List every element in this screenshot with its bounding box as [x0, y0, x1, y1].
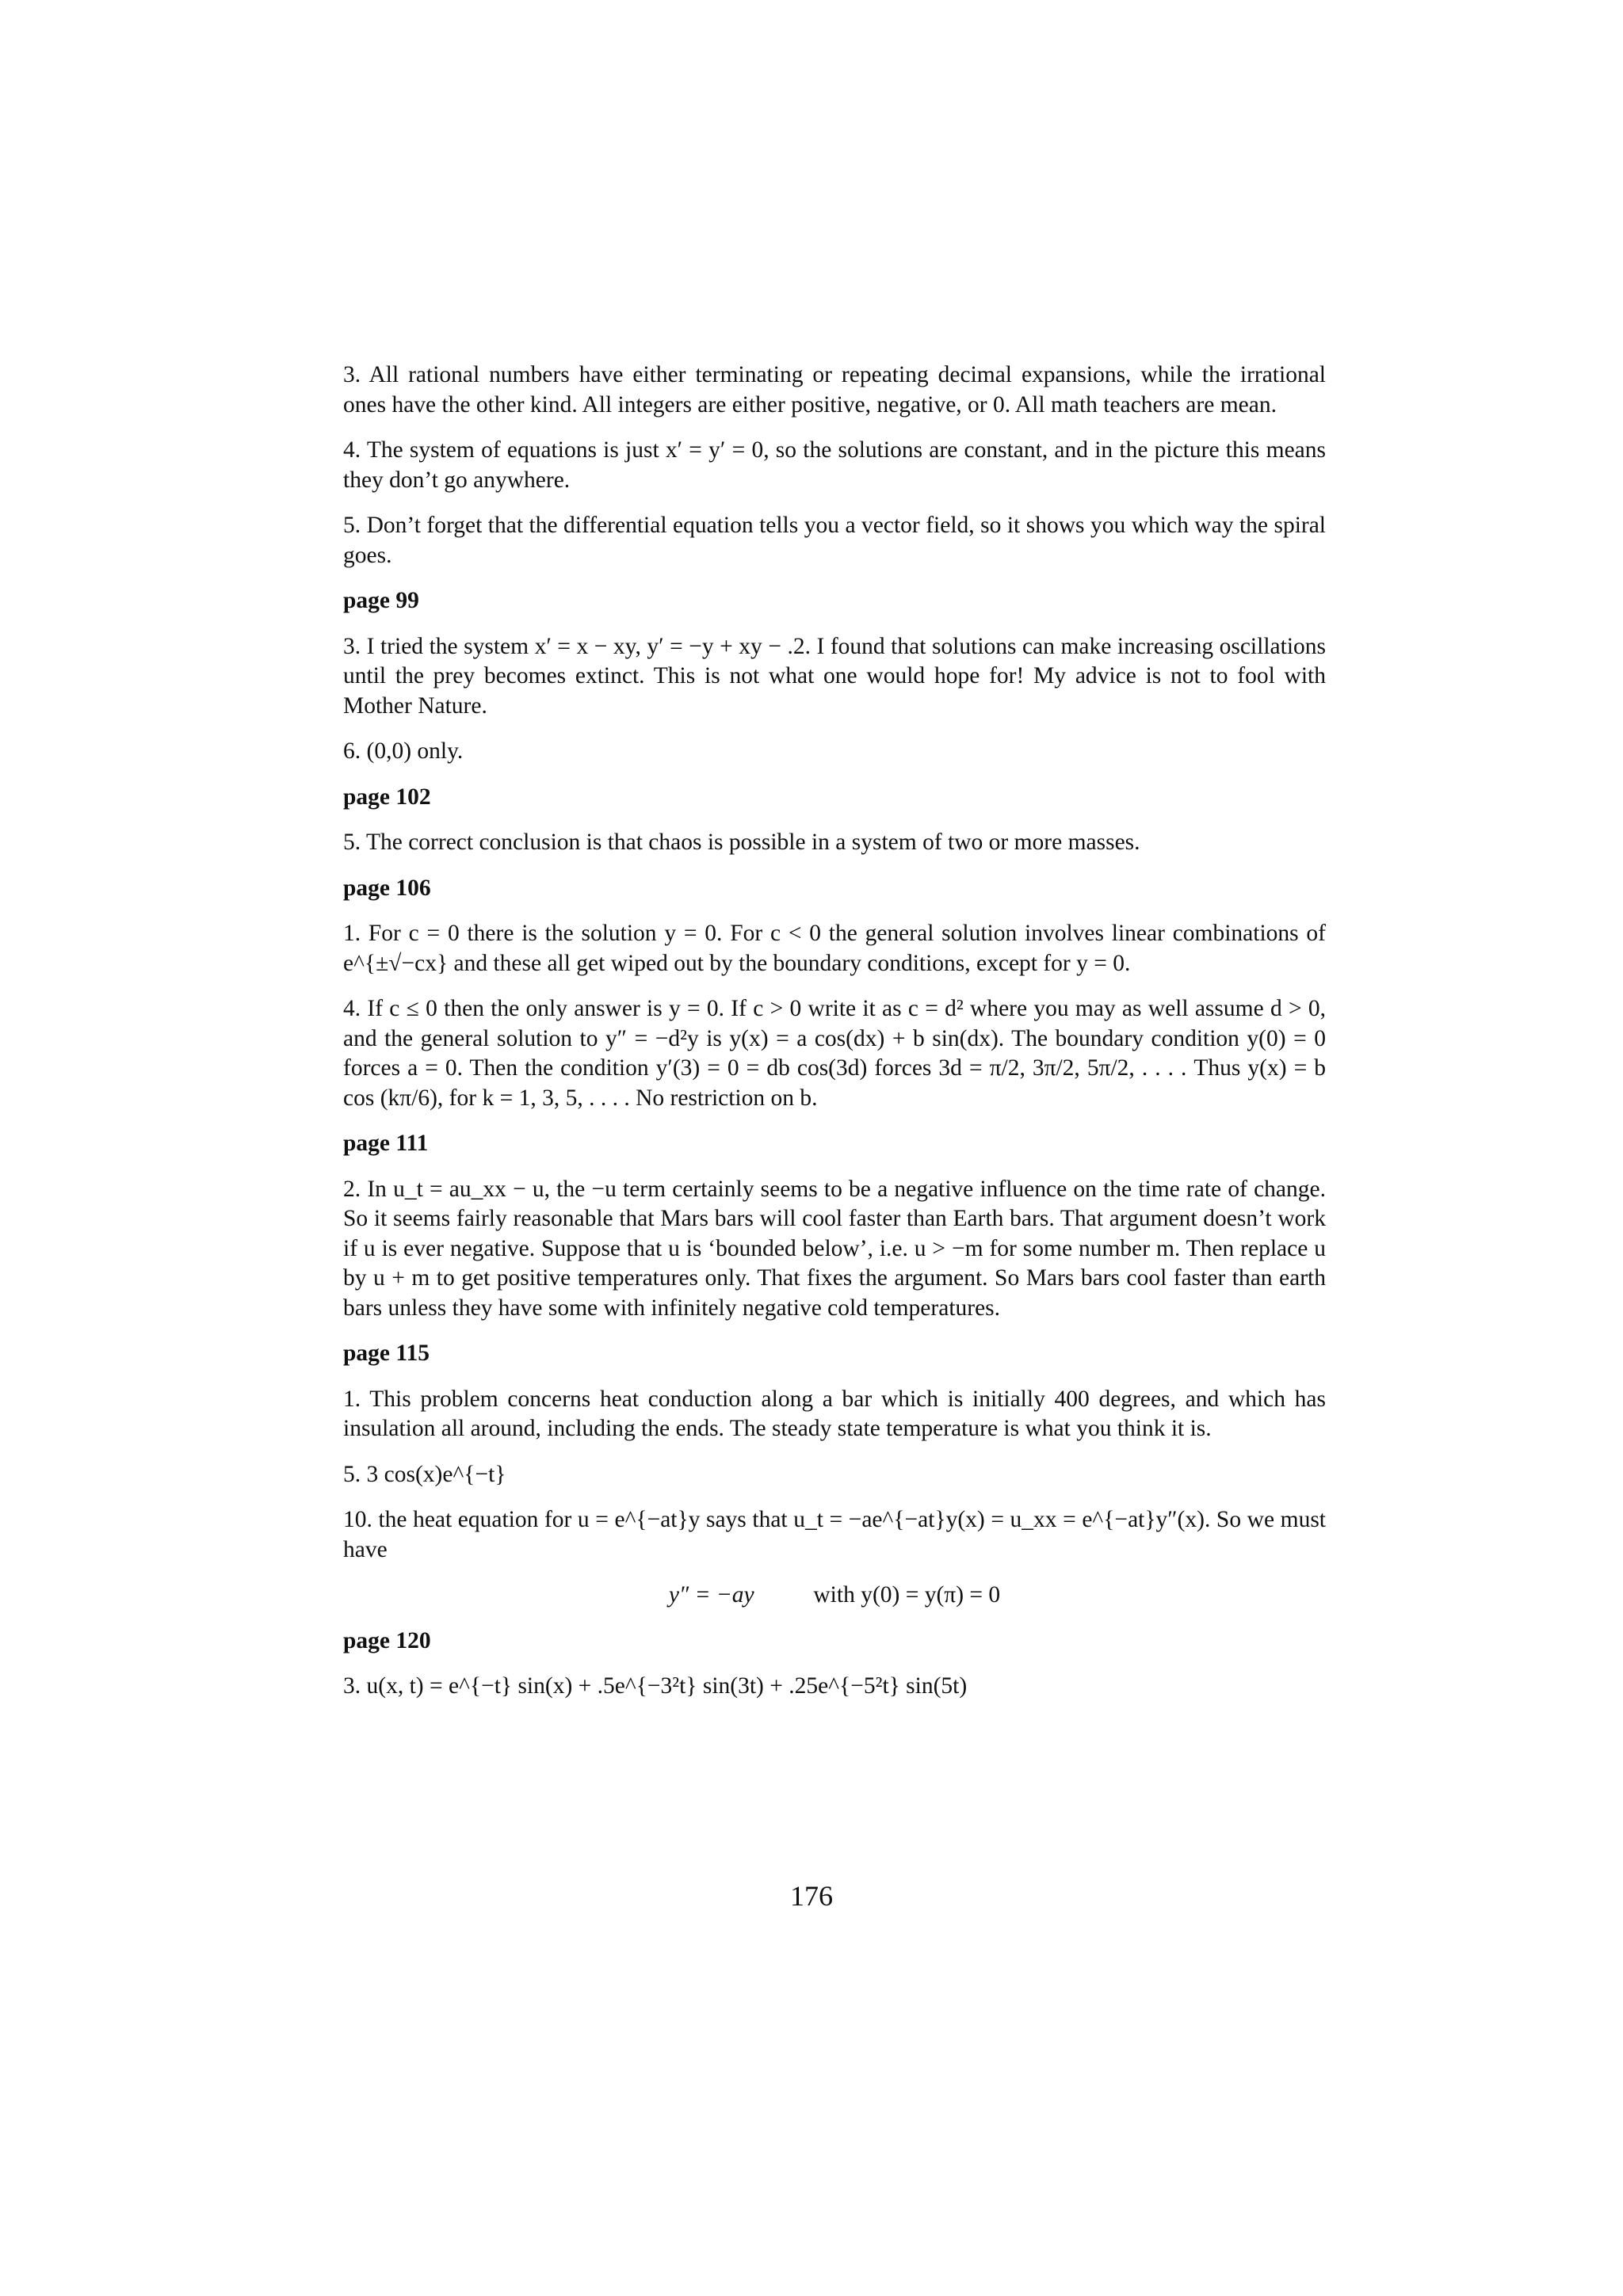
answer-5-solution: 5. 3 cos(x)e^{−t}: [343, 1461, 506, 1487]
answer-3-predator-prey: 3. I tried the system x′ = x − xy, y′ = −y + xy − .2. I found that solutions can make increasing oscillations until the prey becomes extinct. This is not what one would hope for! My advice is not to fool with Mother Nature.: [343, 633, 1326, 719]
answers-page-content: [343, 360, 1326, 1718]
answer-6-origin: 6. (0,0) only.: [343, 738, 464, 764]
heading-page-115: page 115: [343, 1341, 430, 1366]
heading-page-120: page 120: [343, 1627, 431, 1653]
answer-3-fourier-solution: 3. u(x, t) = e^{−t} sin(x) + .5e^{−3²t} sin(3t) + .25e^{−5²t} sin(5t): [343, 1673, 968, 1699]
answer-5-chaos: 5. The correct conclusion is that chaos is possible in a system of two or more masses.: [343, 830, 1140, 855]
answer-4-eigenvalue-problem: 4. If c ≤ 0 then the only answer is y = 0. If c > 0 write it as c = d² where you may as well assume d > 0, and the general solution to y″ = −d²y is y(x) = a cos(dx) + b sin(dx). The boundary condition y(0) = 0 forces a = 0. Then the condition y′(3) = 0 = db cos(3d) forces 3d = π/2, 3π/2, 5π/2, . . . . Thus y(x) = b cos (kπ/6), for k = 1, 3, 5, . . . . No restriction on b.: [343, 996, 1326, 1111]
equation-main: y″ = −ay: [668, 1582, 754, 1608]
answer-4-system-of-equations: 4. The system of equations is just x′ = y′ = 0, so the solutions are constant, and in the picture this means they don’t go anywhere.: [343, 437, 1326, 493]
heading-page-102: page 102: [343, 784, 431, 810]
answer-1-heat-conduction: 1. This problem concerns heat conduction along a bar which is initially 400 degrees, and which has insulation all around, including the ends. The steady state temperature is what you think it is.: [343, 1386, 1326, 1441]
page-number: 176: [790, 1880, 833, 1912]
answer-10-heat-equation: 10. the heat equation for u = e^{−at}y says that u_t = −ae^{−at}y(x) = u_xx = e^{−at}y″(x). So we must have: [343, 1507, 1326, 1562]
equation-condition: with y(0) = y(π) = 0: [813, 1582, 1001, 1608]
display-equation: [343, 1581, 1326, 1611]
heading-page-99: page 99: [343, 588, 419, 613]
answer-1-boundary-conditions: 1. For c = 0 there is the solution y = 0. For c < 0 the general solution involves linear combinations of e^{±√−cx} and these all get wiped out by the boundary conditions, except for y = 0.: [343, 921, 1326, 976]
answer-3-rational-numbers: 3. All rational numbers have either terminating or repeating decimal expansions, while the irrational ones have the other kind. All integers are either positive, negative, or 0. All math teachers are mean.: [343, 362, 1326, 418]
answer-5-spiral: 5. Don’t forget that the differential equation tells you a vector field, so it shows you which way the spiral goes.: [343, 513, 1326, 568]
heading-page-111: page 111: [343, 1131, 429, 1156]
answer-2-mars-bars: 2. In u_t = au_xx − u, the −u term certainly seems to be a negative influence on the time rate of change. So it seems fairly reasonable that Mars bars will cool faster than Earth bars. That argument doesn’t work if u is ever negative. Suppose that u is ‘bounded below’, i.e. u > −m for some number m. Then replace u by u + m to get positive temperatures only. That fixes the argument. So Mars bars cool faster than earth bars unless they have some with infinitely negative cold temperatures.: [343, 1176, 1326, 1321]
heading-page-106: page 106: [343, 875, 431, 901]
